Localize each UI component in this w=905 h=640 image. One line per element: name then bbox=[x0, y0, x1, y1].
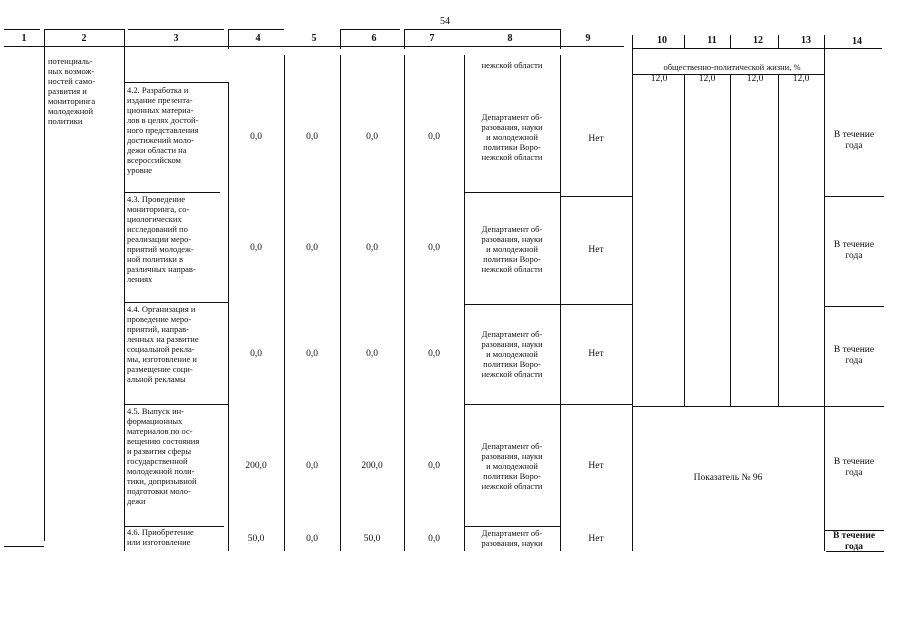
col-num-2: 2 bbox=[81, 33, 87, 44]
row-4-5-col7: 0,0 bbox=[428, 461, 440, 471]
grid-line bbox=[228, 29, 229, 49]
grid-line bbox=[464, 526, 560, 527]
row-4-2-dept: Департамент об- разования, науки и молодежной политики Воро- нежской области bbox=[481, 112, 543, 162]
grid-line bbox=[4, 546, 44, 547]
activity-4-6: 4.6. Приобретение или изготовление bbox=[127, 527, 194, 547]
row-4-3-col7: 0,0 bbox=[428, 243, 440, 253]
row-4-3-dept: Департамент об- разования, науки и молодежной политики Воро- нежской области bbox=[481, 224, 543, 274]
grid-line bbox=[730, 35, 731, 48]
activity-4-3: 4.3. Проведение мониторинга, со- циологических исследований по реализации меро- приятий молодеж- ной политики в различных направ- лениях bbox=[127, 194, 196, 284]
col-num-10: 10 bbox=[657, 35, 667, 46]
grid-line bbox=[730, 74, 731, 406]
row-4-3-col5: 0,0 bbox=[306, 243, 318, 253]
row-4-6-col6: 50,0 bbox=[363, 534, 381, 544]
grid-line bbox=[124, 404, 228, 405]
row-4-3-col14: В течение года bbox=[833, 240, 875, 261]
header-rule bbox=[228, 29, 284, 30]
indicator-label: Показатель № 96 bbox=[693, 473, 763, 483]
indicator-value-col12: 12,0 bbox=[746, 74, 764, 84]
grid-line bbox=[778, 35, 779, 48]
row-4-5-col14: В течение года bbox=[833, 457, 875, 478]
grid-line bbox=[826, 551, 884, 552]
grid-line bbox=[340, 29, 341, 49]
grid-line bbox=[124, 192, 220, 193]
col-num-8: 8 bbox=[507, 33, 513, 44]
row-4-6-col5: 0,0 bbox=[306, 534, 318, 544]
dept-continuation-text: нежской области bbox=[481, 60, 543, 70]
grid-line bbox=[44, 29, 45, 541]
row-4-2-col14: В течение года bbox=[833, 130, 875, 151]
row-4-4-dept: Департамент об- разования, науки и молодежной политики Воро- нежской области bbox=[481, 329, 543, 379]
row-4-5-col6: 200,0 bbox=[361, 461, 383, 471]
col-num-7: 7 bbox=[429, 33, 435, 44]
row-4-6-dept: Департамент об- разования, науки bbox=[481, 528, 543, 548]
grid-line bbox=[464, 192, 560, 193]
indicator-value-col13: 12,0 bbox=[792, 74, 810, 84]
col-num-3: 3 bbox=[173, 33, 179, 44]
row-4-2-col6: 0,0 bbox=[366, 132, 378, 142]
grid-line bbox=[124, 82, 228, 83]
row-4-5-col5: 0,0 bbox=[306, 461, 318, 471]
grid-line bbox=[560, 29, 561, 49]
grid-line bbox=[778, 74, 779, 406]
indicator-value-col10: 12,0 bbox=[650, 74, 668, 84]
activity-4-2: 4.2. Разработка и издание презента- ционных материа- лов в целях достой- ного представления достижений моло- дежи области на всероссийском уровне bbox=[127, 85, 199, 175]
col-num-5: 5 bbox=[311, 33, 317, 44]
indicator-value-col11: 12,0 bbox=[698, 74, 716, 84]
header-rule bbox=[44, 29, 124, 30]
row-4-2-col9: Нет bbox=[588, 134, 604, 144]
col-num-4: 4 bbox=[255, 33, 261, 44]
indicator-heading: общественно-политической жизни, % bbox=[663, 62, 801, 72]
row-4-6-col9: Нет bbox=[588, 534, 604, 544]
header-rule bbox=[340, 29, 400, 30]
header-rule bbox=[128, 29, 224, 30]
col-num-6: 6 bbox=[371, 33, 377, 44]
row-4-4-col7: 0,0 bbox=[428, 349, 440, 359]
grid-line bbox=[404, 29, 405, 49]
row-4-3-col6: 0,0 bbox=[366, 243, 378, 253]
row-4-5-dept: Департамент об- разования, науки и молодежной политики Воро- нежской области bbox=[481, 441, 543, 491]
page-number: 54 bbox=[440, 16, 450, 27]
col-num-12: 12 bbox=[753, 35, 763, 46]
grid-line bbox=[124, 29, 125, 551]
row-4-6-col4: 50,0 bbox=[247, 534, 265, 544]
col-num-13: 13 bbox=[801, 35, 811, 46]
grid-line bbox=[464, 404, 560, 405]
grid-line bbox=[684, 35, 685, 48]
row-4-2-col4: 0,0 bbox=[250, 132, 262, 142]
col-num-1: 1 bbox=[21, 33, 27, 44]
row-4-3-col9: Нет bbox=[588, 245, 604, 255]
activity-4-4: 4.4. Организация и проведение меро- приятий, направ- ленных на развитие социальной рекла- мы, изготовление и размещение соци- альной рекламы bbox=[127, 304, 199, 384]
row-4-4-col4: 0,0 bbox=[250, 349, 262, 359]
row-4-6-col14: В течение года bbox=[832, 531, 876, 551]
col-num-9: 9 bbox=[585, 33, 591, 44]
header-rule bbox=[4, 46, 464, 47]
header-rule bbox=[464, 46, 624, 47]
row-4-5-col9: Нет bbox=[588, 461, 604, 471]
row-4-4-col6: 0,0 bbox=[366, 349, 378, 359]
row-4-4-col14: В течение года bbox=[833, 345, 875, 366]
col-num-11: 11 bbox=[707, 35, 717, 46]
row-4-3-col4: 0,0 bbox=[250, 243, 262, 253]
grid-line bbox=[124, 302, 228, 303]
row-4-4-col9: Нет bbox=[588, 349, 604, 359]
header-rule bbox=[404, 29, 560, 30]
row-4-6-col7: 0,0 bbox=[428, 534, 440, 544]
grid-line bbox=[560, 404, 632, 405]
row-4-4-col5: 0,0 bbox=[306, 349, 318, 359]
row-4-5-col4: 200,0 bbox=[245, 461, 267, 471]
row-4-2-col7: 0,0 bbox=[428, 132, 440, 142]
grid-line bbox=[684, 74, 685, 406]
header-rule bbox=[632, 48, 882, 49]
activity-4-5: 4.5. Выпуск ин- формационных материалов по ос- вещению состояния и развития сферы государственной молодежной поли- тики, допризывной подготовки моло- дежи bbox=[127, 406, 200, 506]
header-rule bbox=[4, 29, 40, 30]
col2-continuation-text: потенциаль- ных возмож- ностей само- развития и мониторинга молодежной политики bbox=[48, 56, 96, 126]
col-num-14: 14 bbox=[852, 36, 862, 47]
row-4-2-col5: 0,0 bbox=[306, 132, 318, 142]
